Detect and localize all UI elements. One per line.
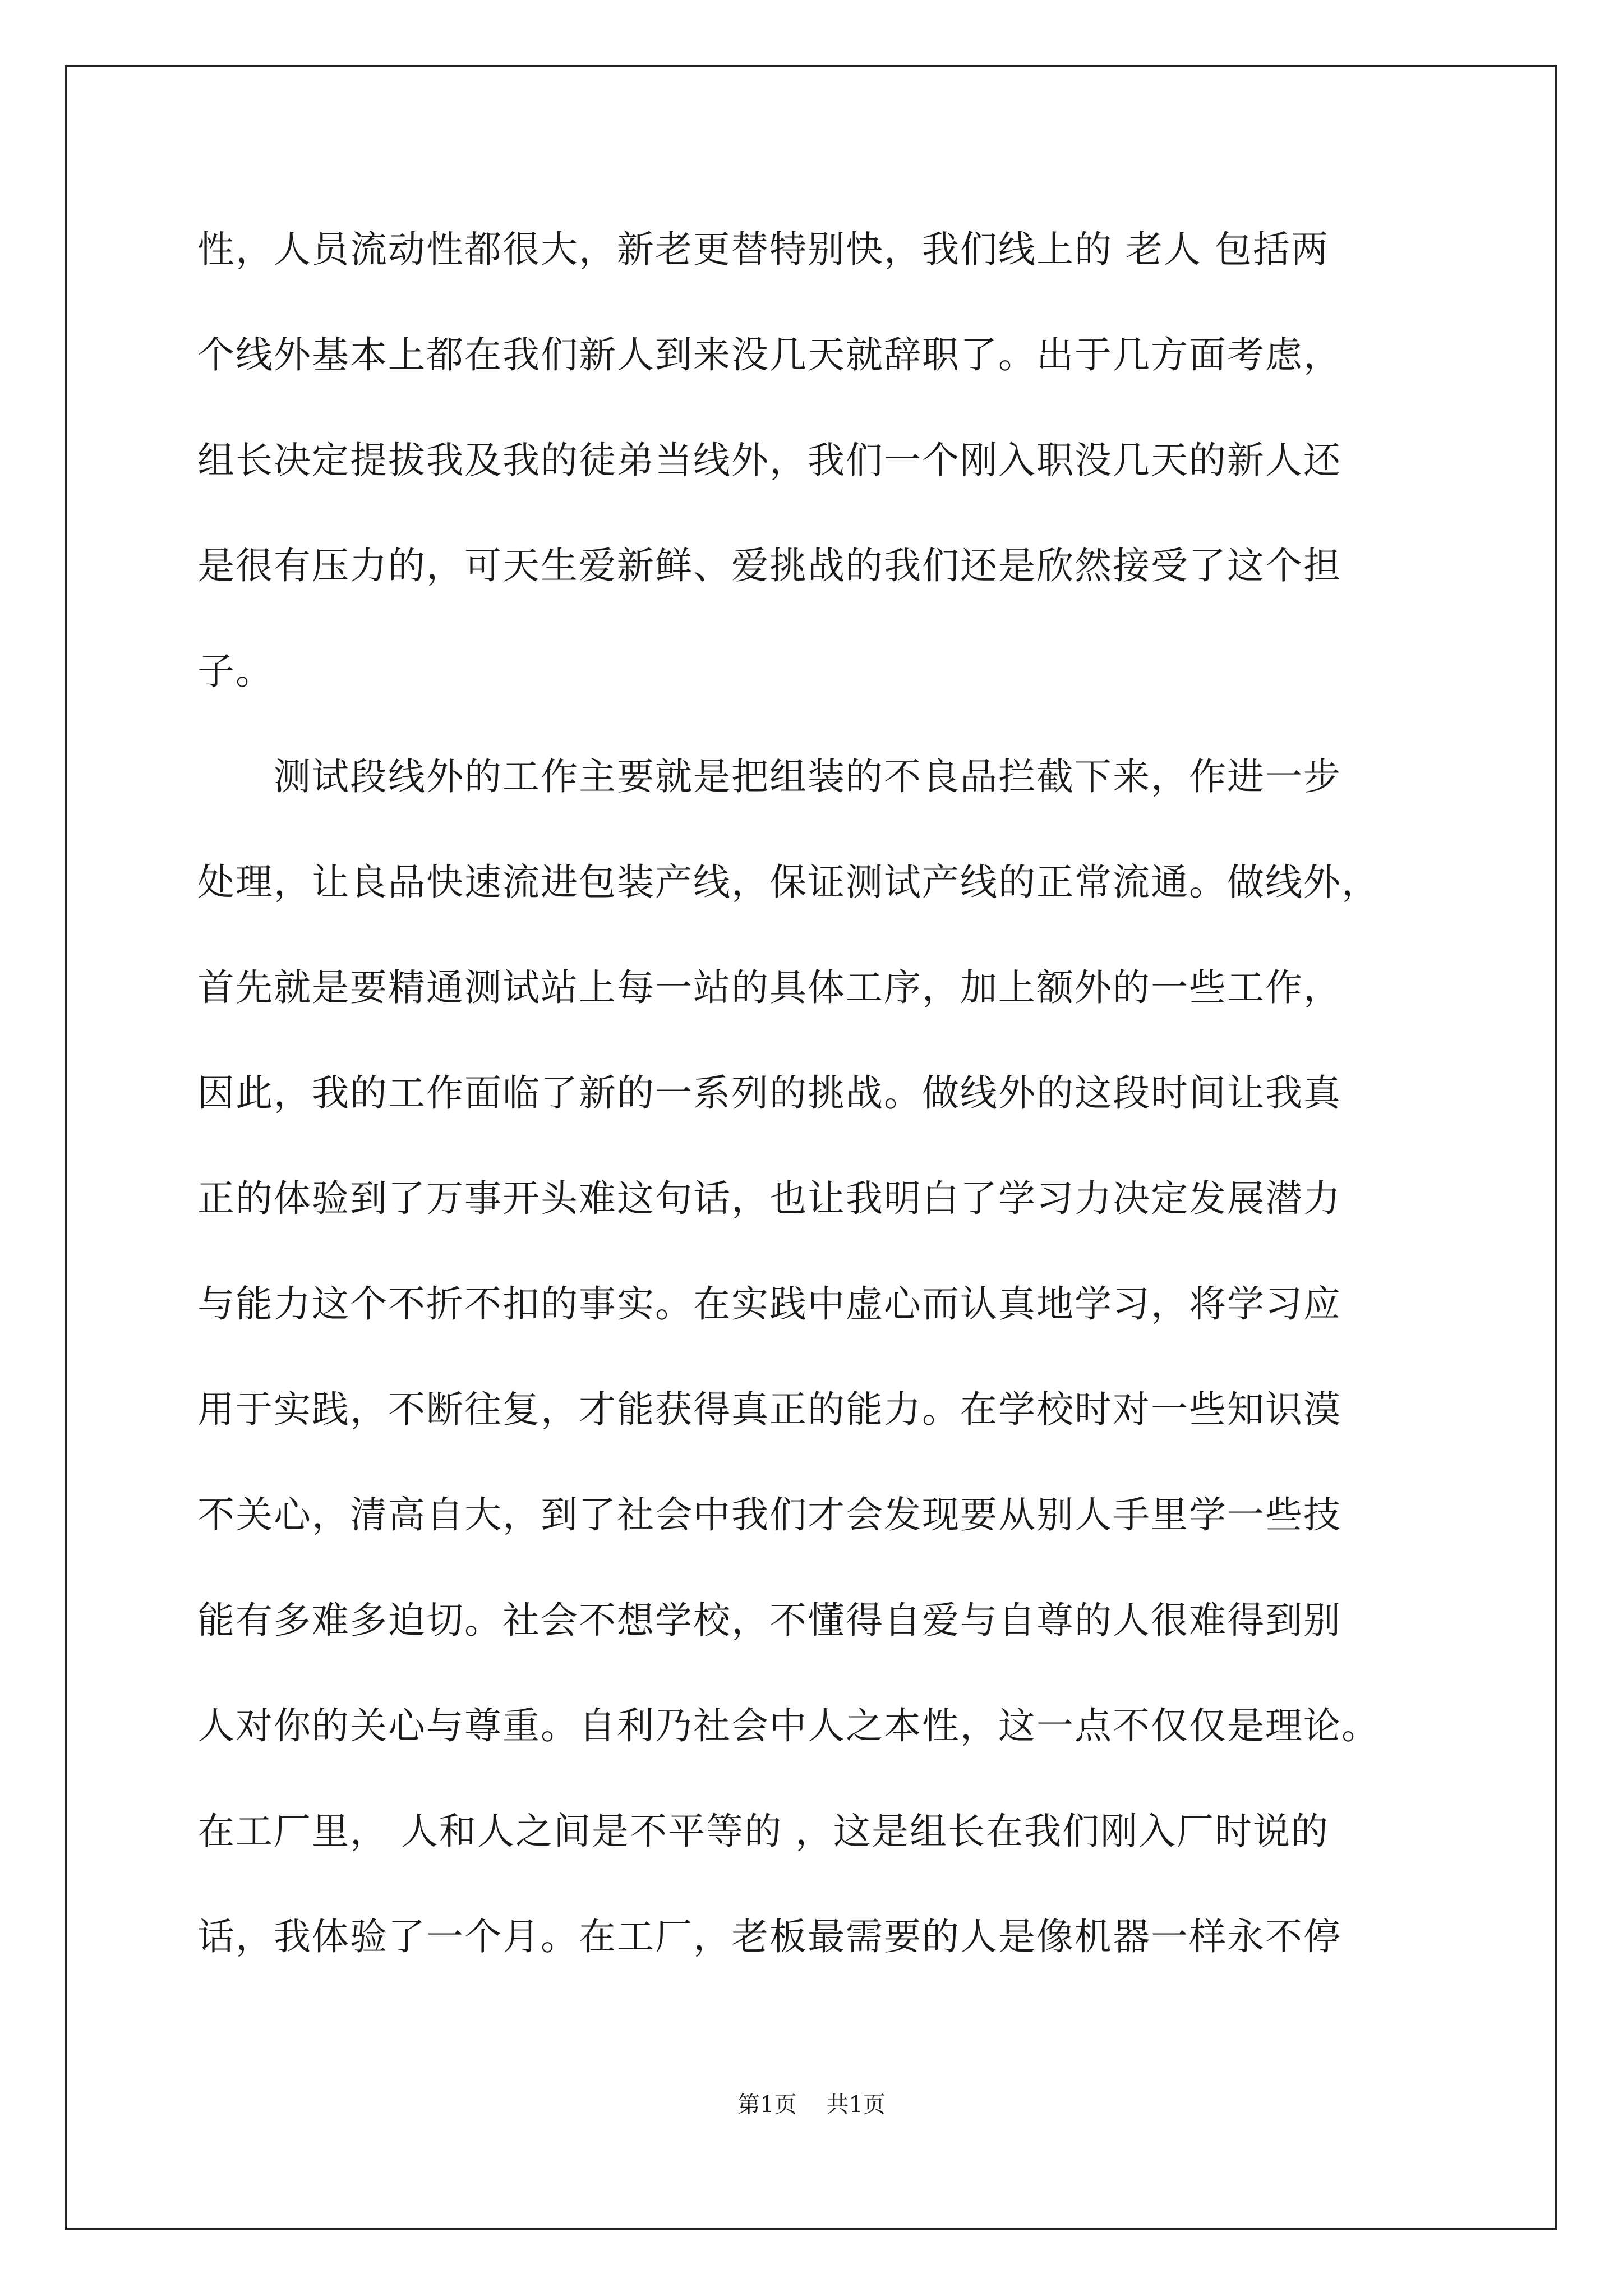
text-line: 是很有压力的，可天生爱新鲜、爱挑战的我们还是欣然接受了这个担 bbox=[197, 544, 1341, 587]
document-body bbox=[197, 219, 1431, 2012]
text-line: 测试段线外的工作主要就是把组装的不良品拦截下来，作进一步 bbox=[197, 755, 1341, 798]
text-line: 能有多难多迫切。社会不想学校，不懂得自爱与自尊的人很难得到别 bbox=[197, 1599, 1341, 1642]
text-line: 人对你的关心与尊重。自利乃社会中人之本性，这一点不仅仅是理论。 bbox=[197, 1704, 1380, 1747]
text-line: 正的体验到了万事开头难这句话，也让我明白了学习力决定发展潜力 bbox=[197, 1177, 1341, 1220]
page-total: 共1页 bbox=[826, 2092, 886, 2118]
text-line: 个线外基本上都在我们新人到来没几天就辞职了。出于几方面考虑， bbox=[197, 333, 1341, 376]
text-line: 因此，我的工作面临了新的一系列的挑战。做线外的这段时间让我真 bbox=[197, 1071, 1341, 1115]
page-number: 第1页 bbox=[737, 2092, 797, 2118]
text-line: 组长决定提拔我及我的徒弟当线外，我们一个刚入职没几天的新人还 bbox=[197, 439, 1341, 482]
text-line: 与能力这个不折不扣的事实。在实践中虚心而认真地学习，将学习应 bbox=[197, 1282, 1341, 1326]
text-line: 用于实践，不断往复，才能获得真正的能力。在学校时对一些知识漠 bbox=[197, 1388, 1341, 1431]
text-line: 不关心，清高自大，到了社会中我们才会发现要从别人手里学一些技 bbox=[197, 1493, 1341, 1536]
text-line: 子。 bbox=[197, 650, 274, 693]
text-line: 首先就是要精通测试站上每一站的具体工序，加上额外的一些工作， bbox=[197, 966, 1341, 1009]
page-footer bbox=[0, 2088, 1623, 2122]
text-line: 性，人员流动性都很大，新老更替特别快，我们线上的 老人 包括两 bbox=[197, 228, 1329, 271]
text-line: 话，我体验了一个月。在工厂，老板最需要的人是像机器一样永不停 bbox=[197, 1915, 1341, 1958]
text-line: 在工厂里， 人和人之间是不平等的 ，这是组长在我们刚入厂时说的 bbox=[197, 1810, 1329, 1853]
text-line: 处理，让良品快速流进包装产线，保证测试产线的正常流通。做线外， bbox=[197, 861, 1380, 904]
